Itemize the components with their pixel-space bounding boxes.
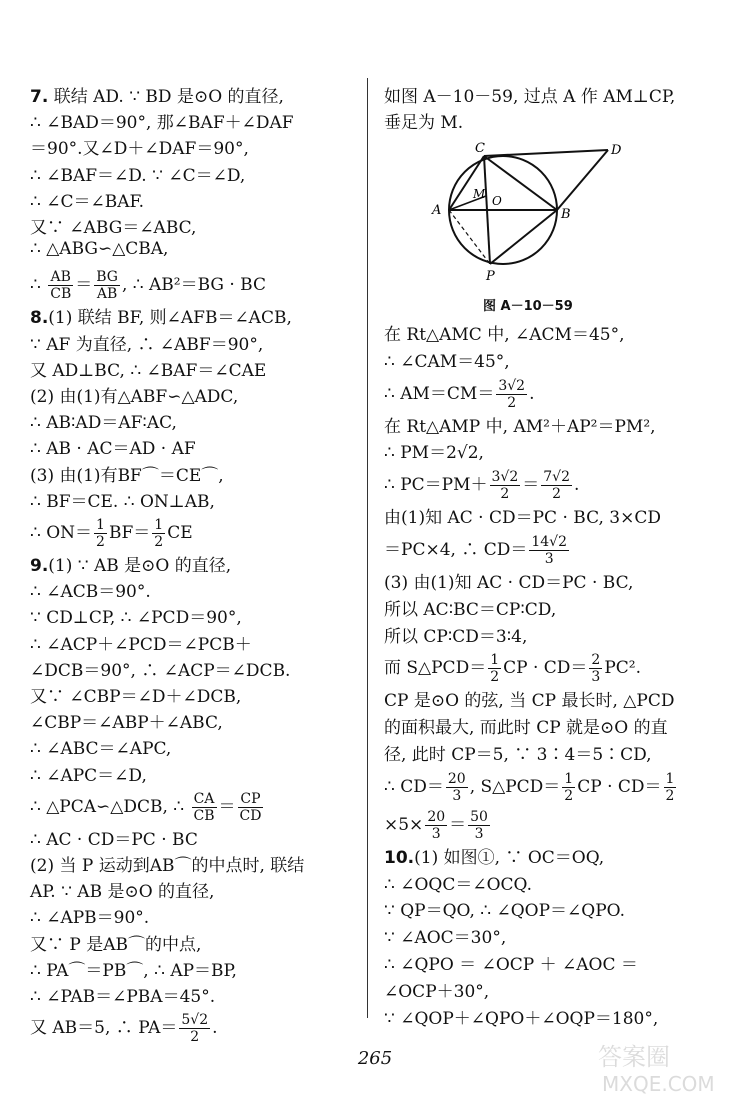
solution-line (30, 791, 265, 824)
solution-line (384, 950, 638, 975)
line-text: ∴ AB · AC＝AD · AF (30, 439, 196, 460)
line-text: ∴ ∠C＝∠BAF. (30, 191, 145, 212)
solution-line (384, 923, 506, 948)
solution-line (384, 469, 579, 502)
line-text: ∵ AF 为直径, ∴ ∠ABF＝90°, (30, 334, 264, 355)
solution-line (384, 977, 489, 1002)
numerator: CA (192, 791, 217, 808)
denominator: 3 (431, 825, 441, 842)
solution-line (30, 408, 177, 433)
line-text: 又∵ ∠CBP＝∠D＋∠DCB, (30, 687, 242, 707)
line-text: 联结 AD. ∵ BD 是⊙O 的直径, (48, 87, 284, 107)
solution-line (30, 682, 241, 707)
solution-line (384, 595, 556, 620)
fraction (490, 469, 521, 502)
solution-line (30, 187, 144, 212)
line-text: , S△PCD＝ (469, 776, 561, 797)
line-text: BF＝ (108, 523, 151, 543)
solution-line (384, 108, 463, 133)
line-text: ＝ (75, 275, 93, 296)
fraction (238, 791, 264, 824)
line-text: ×5× (384, 814, 424, 835)
solution-line (30, 382, 238, 407)
line-text: ∵ ∠QOP＋∠QPO＋∠OQP＝180°, (384, 1008, 659, 1029)
line-text: ∴ ON＝ (30, 523, 93, 543)
solution-line (30, 577, 151, 602)
denominator: 3 (474, 825, 484, 842)
solution-line (30, 82, 284, 107)
solution-line (384, 870, 532, 895)
denominator: 2 (564, 787, 574, 804)
line-text: ＝ (522, 475, 540, 496)
line-text: ∴ PA⌒＝PB⌒, ∴ AP＝BP, (30, 960, 237, 981)
line-text: ∴ ∠CAM＝45°, (384, 351, 510, 372)
line-text: (1) ∵ AB 是⊙O 的直径, (48, 556, 232, 576)
line-text: ∴ ∠QPO ＝ ∠OCP ＋ ∠AOC ＝ (384, 955, 638, 975)
solution-line (384, 347, 510, 372)
watermark-top: 答案圈 (598, 1043, 670, 1071)
line-text: 又 AD⊥BC, ∴ ∠BAF＝∠CAE (30, 360, 267, 381)
solution-line (30, 356, 266, 381)
fraction (94, 269, 120, 302)
solution-line (30, 1012, 218, 1045)
line-text: , ∴ AB²＝BG · BC (121, 275, 266, 296)
line-text: ＝90°.又∠D＋∠DAF＝90°, (30, 139, 249, 160)
solution-line (30, 434, 196, 459)
line-text: (3) 由(1)知 AC · CD＝PC · BC, (384, 573, 634, 593)
problem-number: 7. (30, 87, 49, 107)
line-text: ∴ ∠APC＝∠D, (30, 765, 147, 786)
fraction (541, 469, 572, 502)
numerator: 1 (154, 517, 164, 533)
line-text: (1) 如图①, ∵ OC＝OQ, (414, 847, 605, 868)
numerator: 1 (490, 652, 500, 669)
solution-line (384, 622, 527, 647)
solution-line (384, 896, 625, 921)
denominator: 2 (665, 787, 675, 804)
line-text: . (212, 1018, 218, 1039)
solution-line (30, 134, 249, 159)
solution-line (30, 517, 193, 550)
solution-line (30, 877, 214, 902)
line-text: ∴ ∠ACP＋∠PCD＝∠PCB＋ (30, 634, 252, 655)
fraction (192, 791, 217, 824)
label-a: A (432, 203, 442, 218)
solution-line (30, 851, 304, 876)
line-text: ∴ AM＝CM＝ (384, 383, 495, 404)
solution-line (384, 843, 604, 868)
line-text: . (529, 383, 535, 404)
line-text: PC². (604, 658, 642, 679)
solution-line (30, 303, 292, 328)
numerator: BG (96, 269, 118, 286)
solution-line (384, 438, 484, 463)
line-text: ∴ AC · CD＝PC · BC (30, 829, 198, 850)
solution-line (384, 740, 652, 765)
line-text: 在 Rt△AMC 中, ∠ACM＝45°, (384, 325, 625, 345)
line-text: ∴ △ABG∽△CBA, (30, 239, 169, 260)
line-text: ∠DCB＝90°, ∴ ∠ACP＝∠DCB. (30, 660, 291, 681)
line-text: ∠CBP＝∠ABP＋∠ABC, (30, 713, 223, 734)
solution-line (30, 930, 201, 955)
line-text: 垂足为 M. (384, 113, 464, 133)
line-text: AP. ∵ AB 是⊙O 的直径, (30, 882, 215, 903)
solution-line (30, 630, 252, 655)
solution-line (30, 708, 223, 733)
solution-line (30, 956, 237, 981)
problem-number: 8. (30, 308, 49, 329)
line-text: CP 是⊙O 的弦, 当 CP 最长时, △PCD (384, 691, 675, 712)
denominator: 2 (490, 669, 500, 686)
fraction (562, 771, 575, 804)
label-p: P (486, 269, 495, 284)
fraction (589, 652, 602, 685)
line-text: ∴ △PCA∽△DCB, ∴ (30, 796, 190, 817)
geometry-figure (420, 138, 630, 288)
solution-line (384, 771, 678, 804)
solution-line (30, 108, 294, 133)
solution-line (30, 825, 198, 850)
line-text: ＝PC×4, ∴ CD＝ (384, 540, 528, 560)
denominator: 3 (544, 551, 554, 567)
solution-line (30, 330, 263, 355)
denominator: 2 (552, 486, 562, 503)
fraction (468, 809, 490, 842)
line-text: (1) 联结 BF, 则∠AFB＝∠ACB, (48, 308, 292, 329)
numerator: AB (48, 269, 73, 286)
fraction (152, 517, 165, 550)
denominator: 2 (507, 394, 517, 411)
problem-number: 10. (384, 847, 415, 868)
fraction (179, 1012, 210, 1045)
solution-line (384, 568, 633, 593)
fraction (496, 378, 527, 411)
solution-line (30, 982, 215, 1007)
line-text: ＝ (449, 814, 467, 835)
solution-line (384, 503, 661, 528)
denominator: AB (96, 286, 118, 303)
page-number: 265 (357, 1048, 393, 1069)
fraction (664, 771, 677, 804)
line-text: ∠OCP＋30°, (384, 981, 490, 1002)
label-b: B (561, 207, 571, 222)
denominator: 2 (190, 1029, 200, 1046)
solution-line (30, 461, 224, 486)
line-text: ∴ ∠OQC＝∠OCQ. (384, 874, 533, 895)
numerator: 14√2 (531, 534, 568, 550)
fraction (94, 517, 107, 550)
solution-line (384, 686, 674, 711)
line-text: (3) 由(1)有BF⌒＝CE⌒, (30, 465, 224, 486)
line-text: 由(1)知 AC · CD＝PC · BC, 3×CD (384, 508, 661, 529)
numerator: 2 (591, 652, 601, 669)
solution-line (30, 161, 245, 186)
label-m: M (473, 187, 486, 201)
problem-number: 9. (30, 556, 49, 576)
denominator: CD (239, 807, 262, 824)
line-text: ∵ CD⊥CP, ∴ ∠PCD＝90°, (30, 608, 242, 629)
segment-ac (449, 156, 484, 210)
label-c: C (475, 141, 485, 156)
solution-line (30, 487, 215, 512)
line-text: 的面积最大, 而此时 CP 就是⊙O 的直 (384, 718, 668, 739)
solution-line (30, 734, 171, 759)
solution-line (30, 551, 231, 576)
fraction (425, 809, 447, 842)
numerator: 7√2 (543, 469, 571, 486)
denominator: 3 (591, 669, 601, 686)
line-text: ∴ ∠BAD＝90°, 那∠BAF＋∠DAF (30, 113, 294, 134)
line-text: ∴ ∠PAB＝∠PBA＝45°. (30, 987, 216, 1007)
line-text: ∴ ∠ACB＝90°. (30, 582, 151, 603)
solution-line (30, 903, 149, 928)
line-text: CP · CD＝ (577, 776, 662, 797)
line-text: ∴ PC＝PM＋ (384, 475, 488, 496)
segment-db (557, 150, 608, 210)
solution-line (384, 809, 492, 842)
denominator: CB (50, 286, 72, 303)
line-text: ∴ AB∶AD＝AF∶AC, (30, 413, 177, 434)
line-text: . (574, 475, 580, 496)
fraction (446, 771, 468, 804)
watermark-bottom: MXQE.COM (602, 1072, 715, 1096)
line-text: 在 Rt△AMP 中, AM²＋AP²＝PM², (384, 416, 656, 437)
line-text: 所以 AC∶BC＝CP∶CD, (384, 599, 557, 620)
denominator: 3 (452, 787, 462, 804)
denominator: 2 (96, 534, 105, 550)
line-text: 所以 CP∶CD＝3∶4, (384, 626, 528, 647)
fraction (48, 269, 73, 302)
line-text: CE (167, 523, 193, 543)
line-text: ∴ PM＝2√2, (384, 443, 484, 464)
line-text: ∴ ∠BAF＝∠D. ∵ ∠C＝∠D, (30, 165, 246, 186)
solution-line (30, 603, 242, 628)
solution-line (384, 652, 641, 685)
line-text: 又 AB＝5, ∴ PA＝ (30, 1018, 178, 1039)
line-text: (2) 当 P 运动到AB⌒的中点时, 联结 (30, 856, 305, 876)
solution-line (30, 213, 196, 238)
line-text: ∴ (30, 275, 47, 296)
denominator: 2 (154, 534, 164, 550)
fraction (488, 652, 501, 685)
label-o: O (492, 194, 502, 208)
line-text: ＝ (218, 796, 236, 817)
label-d: D (611, 143, 622, 158)
line-text: 又∵ P 是AB⌒的中点, (30, 934, 202, 955)
numerator: 50 (470, 808, 488, 825)
segment-cd (484, 150, 608, 156)
line-text: 如图 A－10－59, 过点 A 作 AM⊥CP, (384, 87, 676, 107)
solution-line (30, 761, 147, 786)
solution-line (30, 656, 290, 681)
solution-line (384, 82, 675, 107)
solution-line (30, 269, 266, 302)
numerator: 1 (96, 517, 105, 533)
numerator: CP (238, 791, 264, 808)
numerator: 3√2 (491, 469, 519, 486)
solution-line (384, 534, 571, 567)
denominator: CB (193, 807, 215, 824)
numerator: 20 (427, 808, 446, 825)
line-text: 又∵ ∠ABG＝∠ABC, (30, 218, 197, 238)
line-text: ∵ QP＝QO, ∴ ∠QOP＝∠QPO. (384, 901, 626, 922)
line-text: ∵ ∠AOC＝30°, (384, 928, 507, 949)
line-text: CP · CD＝ (503, 658, 588, 679)
numerator: 20 (447, 770, 466, 787)
watermark-logo (592, 1037, 742, 1097)
fraction (529, 534, 569, 567)
solution-line (30, 239, 168, 259)
solution-line (384, 1004, 658, 1029)
numerator: 5√2 (181, 1012, 209, 1029)
solution-line (384, 412, 656, 437)
numerator: 1 (665, 770, 675, 787)
line-text: 径, 此时 CP＝5, ∵ 3∶4＝5∶CD, (384, 745, 652, 765)
line-text: ∴ CD＝ (384, 776, 444, 797)
solution-line (384, 378, 534, 411)
line-text: ∴ BF＝CE. ∴ ON⊥AB, (30, 491, 215, 512)
numerator: 1 (564, 770, 574, 787)
numerator: 3√2 (498, 377, 526, 394)
line-text: (2) 由(1)有△ABF∽△ADC, (30, 387, 239, 407)
denominator: 2 (500, 486, 510, 503)
solution-line (384, 713, 668, 738)
solution-line (384, 320, 624, 345)
line-text: 而 S△PCD＝ (384, 658, 487, 679)
segment-pb (490, 210, 557, 264)
column-divider (367, 78, 368, 1018)
figure-caption: 图 A－10－59 (483, 299, 573, 314)
line-text: ∴ ∠ABC＝∠APC, (30, 739, 172, 760)
line-text: ∴ ∠APB＝90°. (30, 908, 150, 929)
